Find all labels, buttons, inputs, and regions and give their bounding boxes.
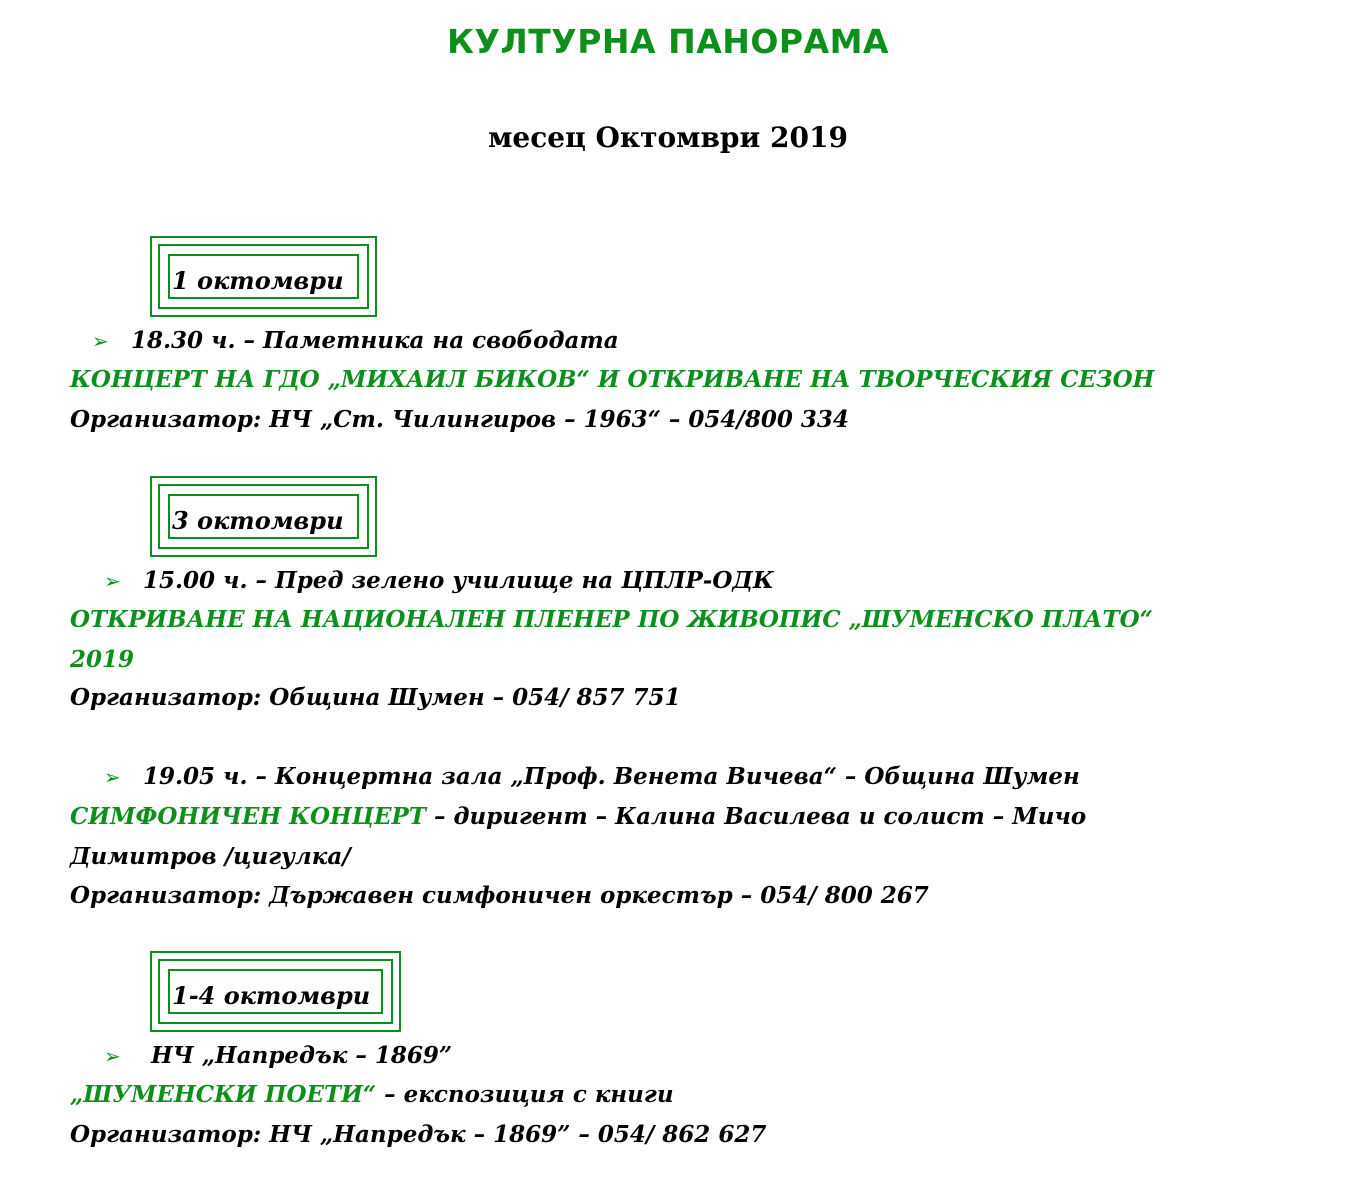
event-title-highlight: „ШУМЕНСКИ ПОЕТИ“ bbox=[70, 1081, 377, 1108]
event-time-place: 15.00 ч. – Пред зелено училище на ЦПЛР-ОДК bbox=[143, 567, 774, 594]
date-box bbox=[150, 951, 401, 1032]
event-title bbox=[70, 1081, 674, 1108]
event-time-place: 18.30 ч. – Паметника на свободата bbox=[131, 327, 619, 354]
date-label: 3 октомври bbox=[172, 506, 344, 535]
date-box bbox=[150, 236, 377, 317]
event-time-place: НЧ „Напредък – 1869” bbox=[151, 1042, 453, 1069]
event-title-details: – експозиция с книги bbox=[376, 1081, 674, 1108]
event-title: КОНЦЕРТ НА ГДО „МИХАИЛ БИКОВ“ И ОТКРИВАНЕ НА ТВОРЧЕСКИЯ СЕЗОН bbox=[70, 366, 1155, 393]
event-title-highlight: СИМФОНИЧЕН КОНЦЕРТ bbox=[70, 803, 426, 830]
event-title-continued: 2019 bbox=[70, 646, 135, 673]
event-title-continued: Димитров /цигулка/ bbox=[70, 843, 351, 870]
month-subtitle: месец Октомври 2019 bbox=[488, 121, 848, 154]
event-title-details: – диригент – Калина Василева и солист – Мичо bbox=[425, 803, 1087, 830]
event-title bbox=[70, 803, 1086, 830]
arrowhead-bullet-icon: ➢ bbox=[104, 765, 121, 789]
event-organizer: Организатор: Държавен симфоничен оркестър – 054/ 800 267 bbox=[70, 882, 929, 909]
date-label: 1 октомври bbox=[172, 266, 344, 295]
event-organizer: Организатор: Община Шумен – 054/ 857 751 bbox=[70, 684, 681, 711]
date-label: 1-4 октомври bbox=[172, 981, 371, 1010]
event-title: ОТКРИВАНЕ НА НАЦИОНАЛЕН ПЛЕНЕР ПО ЖИВОПИС „ШУМЕНСКО ПЛАТО“ bbox=[70, 606, 1153, 633]
arrowhead-bullet-icon: ➢ bbox=[104, 1044, 121, 1068]
date-box bbox=[150, 476, 377, 557]
arrowhead-bullet-icon: ➢ bbox=[92, 329, 109, 353]
page-title: КУЛТУРНА ПАНОРАМА bbox=[446, 22, 890, 61]
event-organizer: Организатор: НЧ „Напредък – 1869” – 054/ 862 627 bbox=[70, 1121, 767, 1148]
arrowhead-bullet-icon: ➢ bbox=[104, 569, 121, 593]
event-organizer: Организатор: НЧ „Ст. Чилингиров – 1963“ – 054/800 334 bbox=[70, 406, 849, 433]
event-time-place: 19.05 ч. – Концертна зала „Проф. Венета Вичева“ – Община Шумен bbox=[143, 763, 1080, 790]
